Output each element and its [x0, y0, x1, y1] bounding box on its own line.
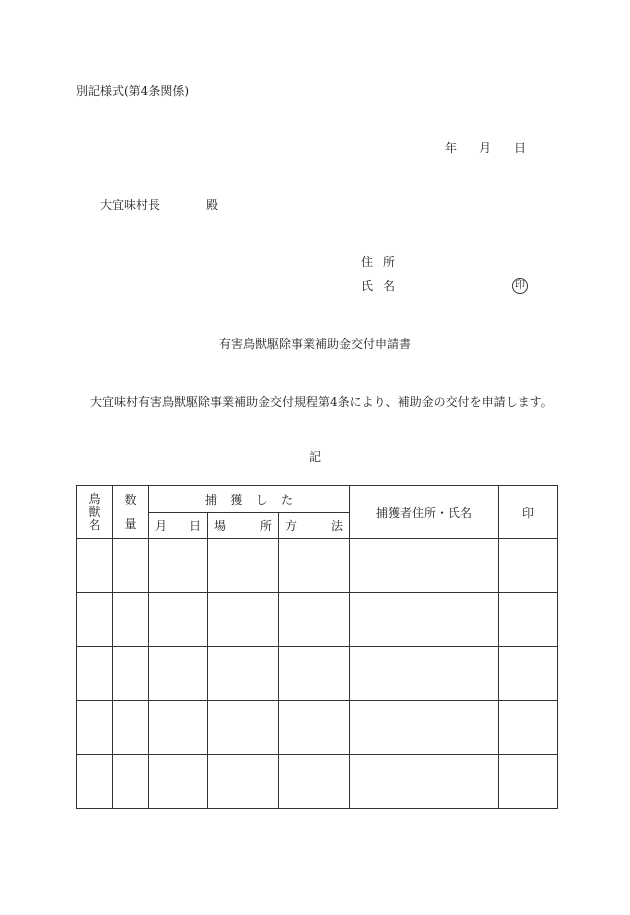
- capturer-cell[interactable]: [350, 593, 499, 647]
- header-species-char: 名: [88, 517, 101, 532]
- header-captured-char: 捕: [205, 492, 218, 507]
- place-cell[interactable]: [208, 701, 279, 755]
- header-species-char: 鳥: [88, 491, 101, 506]
- seal-cell[interactable]: [499, 755, 558, 809]
- capturer-cell[interactable]: [350, 539, 499, 593]
- seal-cell[interactable]: [499, 701, 558, 755]
- place-cell[interactable]: [208, 755, 279, 809]
- header-captured-char: た: [280, 492, 293, 507]
- capturer-cell[interactable]: [350, 755, 499, 809]
- header-count-char: 数: [124, 493, 137, 507]
- method-cell[interactable]: [279, 593, 350, 647]
- capturer-cell[interactable]: [350, 647, 499, 701]
- date-month-label: 月: [479, 141, 492, 155]
- species-cell[interactable]: [77, 593, 113, 647]
- seal-cell[interactable]: [499, 539, 558, 593]
- seal-cell[interactable]: [499, 647, 558, 701]
- name-label-char-1: 氏: [361, 279, 374, 293]
- document-title: 有害鳥獣駆除事業補助金交付申請書: [219, 337, 412, 351]
- subheader-date-day: 日: [188, 519, 201, 533]
- capture-record-table: [76, 485, 558, 809]
- header-captured: [149, 486, 350, 513]
- header-count: [113, 486, 149, 539]
- address-label-char-1: 住: [361, 255, 374, 269]
- count-cell[interactable]: [113, 539, 149, 593]
- subheader-method-char: 方: [285, 519, 298, 533]
- header-species: [77, 486, 113, 539]
- method-cell[interactable]: [279, 701, 350, 755]
- table-row: [77, 539, 558, 593]
- addressee-name: 大宜味村長: [100, 198, 161, 212]
- species-cell[interactable]: [77, 647, 113, 701]
- subheader-date-month: 月: [155, 519, 168, 533]
- header-seal: 印: [499, 486, 558, 539]
- count-cell[interactable]: [113, 647, 149, 701]
- method-cell[interactable]: [279, 647, 350, 701]
- form-reference: 別記様式(第4条関係): [76, 84, 189, 98]
- table-row: [77, 647, 558, 701]
- method-cell[interactable]: [279, 539, 350, 593]
- date-cell[interactable]: [149, 701, 208, 755]
- date-year-label: 年: [445, 141, 458, 155]
- subheader-place-char: 場: [214, 519, 227, 533]
- date-cell[interactable]: [149, 593, 208, 647]
- subheader-date: [149, 513, 208, 539]
- date-day-label: 日: [514, 141, 527, 155]
- capturer-cell[interactable]: [350, 701, 499, 755]
- header-species-char: 獣: [88, 504, 101, 519]
- count-cell[interactable]: [113, 755, 149, 809]
- body-text: 大宜味村有害鳥獣駆除事業補助金交付規程第4条により、補助金の交付を申請します。: [90, 395, 553, 409]
- species-cell[interactable]: [77, 539, 113, 593]
- date-cell[interactable]: [149, 539, 208, 593]
- subheader-place-char: 所: [259, 519, 272, 533]
- count-cell[interactable]: [113, 593, 149, 647]
- address-label-char-2: 所: [383, 255, 396, 269]
- species-cell[interactable]: [77, 755, 113, 809]
- subheader-method-char: 法: [330, 519, 343, 533]
- header-count-char: 量: [124, 517, 137, 531]
- method-cell[interactable]: [279, 755, 350, 809]
- place-cell[interactable]: [208, 539, 279, 593]
- date-cell[interactable]: [149, 755, 208, 809]
- record-label: 記: [309, 450, 322, 464]
- addressee-honorific: 殿: [206, 198, 219, 212]
- date-cell[interactable]: [149, 647, 208, 701]
- place-cell[interactable]: [208, 647, 279, 701]
- subheader-place: [208, 513, 279, 539]
- place-cell[interactable]: [208, 593, 279, 647]
- table-row: [77, 755, 558, 809]
- species-cell[interactable]: [77, 701, 113, 755]
- header-capturer: 捕獲者住所・氏名: [350, 486, 499, 539]
- header-captured-char: し: [255, 492, 268, 507]
- header-captured-char: 獲: [230, 492, 243, 507]
- seal-mark: 印: [512, 278, 528, 294]
- count-cell[interactable]: [113, 701, 149, 755]
- seal-cell[interactable]: [499, 593, 558, 647]
- name-label-char-2: 名: [383, 279, 396, 293]
- table-row: [77, 701, 558, 755]
- table-row: [77, 593, 558, 647]
- subheader-method: [279, 513, 350, 539]
